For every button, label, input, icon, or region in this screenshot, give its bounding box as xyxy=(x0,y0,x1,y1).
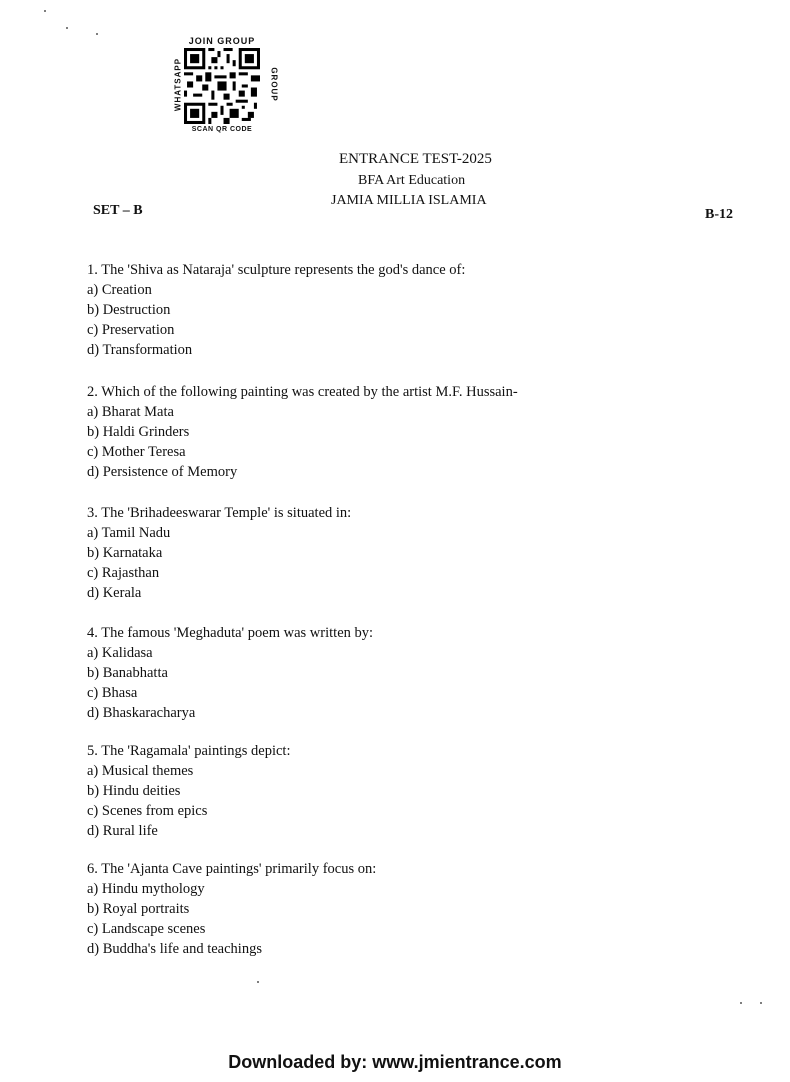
option-d: d) Kerala xyxy=(87,585,142,601)
option-d: d) Bhaskaracharya xyxy=(87,705,196,721)
option-b: b) Haldi Grinders xyxy=(87,424,190,440)
option-c: c) Preservation xyxy=(87,322,175,338)
qr-left-label: WHATSAPP xyxy=(173,57,183,112)
qr-right-label: GROUP xyxy=(269,67,279,102)
qr-bottom-label: SCAN QR CODE xyxy=(191,126,253,133)
option-a: a) Musical themes xyxy=(87,763,194,779)
exam-title: ENTRANCE TEST-2025 xyxy=(339,151,492,167)
scan-speck xyxy=(44,10,46,12)
option-a: a) Bharat Mata xyxy=(87,404,174,420)
scan-speck xyxy=(96,33,98,35)
question-3 xyxy=(87,503,351,603)
qr-code-icon[interactable] xyxy=(184,48,260,124)
qr-top-label: JOIN GROUP xyxy=(188,36,256,46)
whatsapp-qr-block xyxy=(172,36,279,136)
option-c: c) Scenes from epics xyxy=(87,803,208,819)
option-b: b) Karnataka xyxy=(87,545,163,561)
scan-speck xyxy=(760,1002,762,1004)
option-d: d) Persistence of Memory xyxy=(87,464,238,480)
option-b: b) Royal portraits xyxy=(87,901,190,917)
question-5 xyxy=(87,741,290,841)
option-a: a) Kalidasa xyxy=(87,645,153,661)
option-c: c) Mother Teresa xyxy=(87,444,186,460)
question-2 xyxy=(87,382,518,482)
option-c: c) Landscape scenes xyxy=(87,921,206,937)
option-c: c) Rajasthan xyxy=(87,565,160,581)
question-stem: 1. The 'Shiva as Nataraja' sculpture represents the god's dance of: xyxy=(87,262,466,278)
university-name: JAMIA MILLIA ISLAMIA xyxy=(331,193,487,208)
option-a: a) Hindu mythology xyxy=(87,881,205,897)
question-1 xyxy=(87,260,465,360)
question-6 xyxy=(87,859,376,959)
question-stem: 6. The 'Ajanta Cave paintings' primarily focus on: xyxy=(87,861,377,877)
scan-speck xyxy=(257,981,259,983)
scan-speck xyxy=(66,27,68,29)
option-d: d) Buddha's life and teachings xyxy=(87,941,262,957)
course-name: BFA Art Education xyxy=(358,173,466,188)
option-b: b) Hindu deities xyxy=(87,783,181,799)
question-4 xyxy=(87,623,373,723)
option-d: d) Rural life xyxy=(87,823,158,839)
option-a: a) Creation xyxy=(87,282,152,298)
option-b: b) Destruction xyxy=(87,302,171,318)
option-a: a) Tamil Nadu xyxy=(87,525,171,541)
option-b: b) Banabhatta xyxy=(87,665,168,681)
set-label: SET – B xyxy=(93,203,143,218)
paper-code: B-12 xyxy=(705,207,733,222)
question-stem: 5. The 'Ragamala' paintings depict: xyxy=(87,743,291,759)
question-stem: 4. The famous 'Meghaduta' poem was written by: xyxy=(87,625,374,641)
option-d: d) Transformation xyxy=(87,342,193,358)
question-stem: 3. The 'Brihadeeswarar Temple' is situated in: xyxy=(87,505,352,521)
option-c: c) Bhasa xyxy=(87,685,138,701)
question-stem: 2. Which of the following painting was created by the artist M.F. Hussain- xyxy=(87,384,518,400)
scan-speck xyxy=(740,1002,742,1004)
download-source-footer[interactable]: Downloaded by: www.jmientrance.com xyxy=(228,1052,562,1072)
